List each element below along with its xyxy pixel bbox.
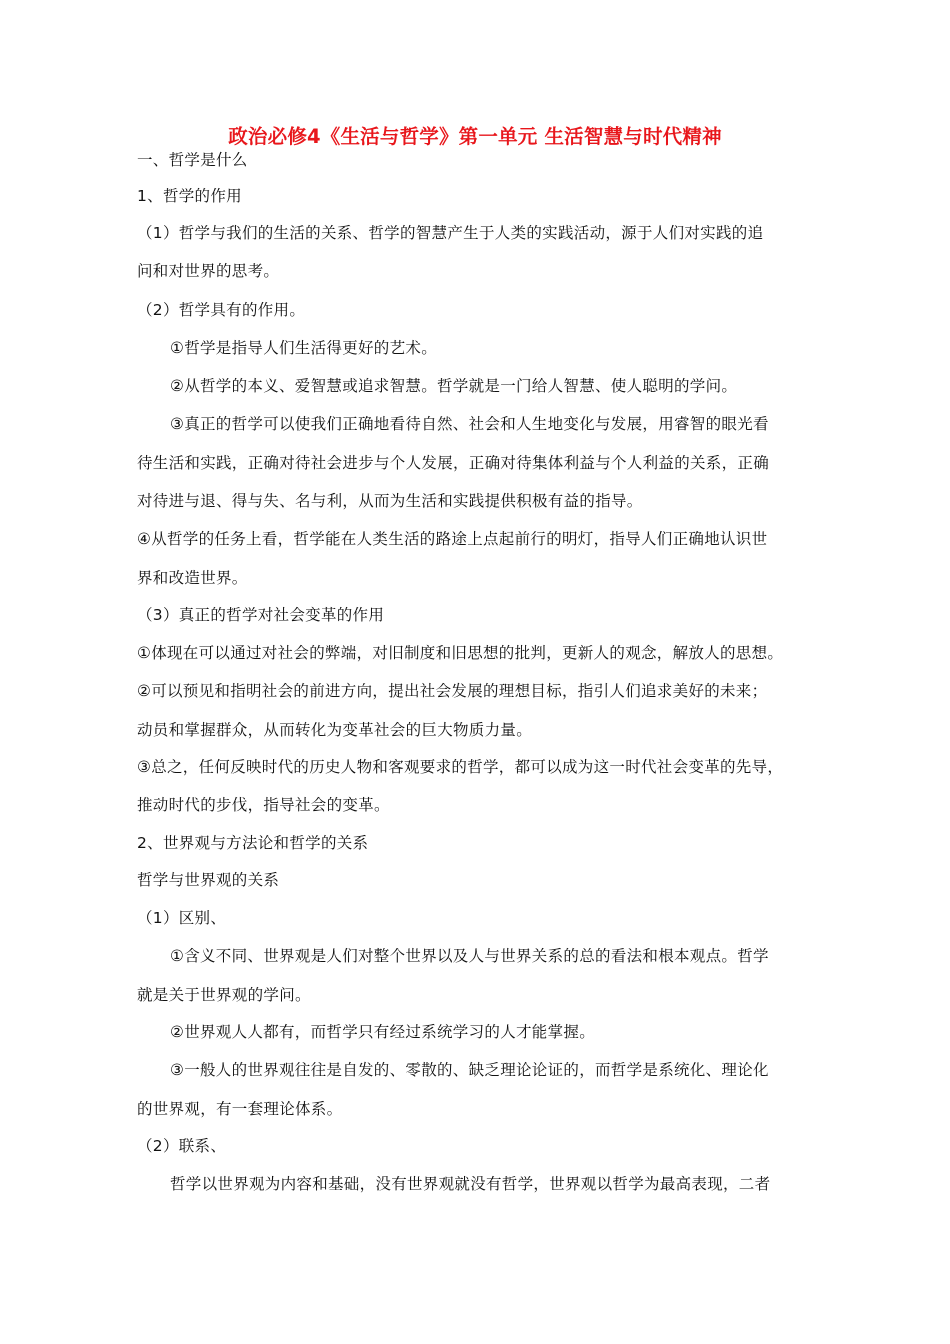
list-item: ②可以预见和指明社会的前进方向，提出社会发展的理想目标，指引人们追求美好的未来； <box>137 682 768 700</box>
paragraph-line: （1）哲学与我们的生活的关系、哲学的智慧产生于人类的实践活动，源于人们对实践的追 <box>137 224 764 242</box>
list-item: ③真正的哲学可以使我们正确地看待自然、社会和人生地变化与发展，用睿智的眼光看 <box>170 415 769 433</box>
paragraph-line: （2）联系、 <box>137 1137 227 1155</box>
list-item: ①哲学是指导人们生活得更好的艺术。 <box>170 339 437 357</box>
paragraph-line: 问和对世界的思考。 <box>137 262 280 280</box>
paragraph-line: 哲学以世界观为内容和基础，没有世界观就没有哲学，世界观以哲学为最高表现，二者 <box>170 1175 771 1193</box>
list-item: ③一般人的世界观往往是自发的、零散的、缺乏理论论证的，而哲学是系统化、理论化 <box>170 1061 769 1079</box>
list-item: ②世界观人人都有，而哲学只有经过系统学习的人才能掌握。 <box>170 1023 595 1041</box>
list-item: ②从哲学的本义、爱智慧或追求智慧。哲学就是一门给人智慧、使人聪明的学问。 <box>170 377 738 395</box>
paragraph-line: 就是关于世界观的学问。 <box>137 986 311 1004</box>
paragraph-line: （1）区别、 <box>137 909 227 927</box>
paragraph-line: 对待进与退、得与失、名与利，从而为生活和实践提供积极有益的指导。 <box>137 492 643 510</box>
paragraph-line: 的世界观，有一套理论体系。 <box>137 1100 343 1118</box>
paragraph-line: （2）哲学具有的作用。 <box>137 301 306 319</box>
list-item: ①含义不同、世界观是人们对整个世界以及人与世界关系的总的看法和根本观点。哲学 <box>170 947 769 965</box>
paragraph-line: 推动时代的步伐，指导社会的变革。 <box>137 796 390 814</box>
list-item: ④从哲学的任务上看，哲学能在人类生活的路途上点起前行的明灯，指导人们正确地认识世 <box>137 530 768 548</box>
paragraph-line: （3）真正的哲学对社会变革的作用 <box>137 606 385 624</box>
subheading-1: 1、哲学的作用 <box>137 187 242 205</box>
paragraph-line: 待生活和实践，正确对待社会进步与个人发展，正确对待集体利益与个人利益的关系，正确 <box>137 454 770 472</box>
paragraph-line: 哲学与世界观的关系 <box>137 871 280 889</box>
list-item: ①体现在可以通过对社会的弊端，对旧制度和旧思想的批判，更新人的观念，解放人的思想。 <box>137 644 784 662</box>
heading-1: 一、哲学是什么 <box>137 151 248 169</box>
list-item: ③总之，任何反映时代的历史人物和客观要求的哲学，都可以成为这一时代社会变革的先导， <box>137 758 784 776</box>
paragraph-line: 动员和掌握群众，从而转化为变革社会的巨大物质力量。 <box>137 721 533 739</box>
paragraph-line: 界和改造世界。 <box>137 569 248 587</box>
subheading-2: 2、世界观与方法论和哲学的关系 <box>137 834 369 852</box>
document-title: 政治必修4《生活与哲学》第一单元 生活智慧与时代精神 <box>228 125 722 148</box>
